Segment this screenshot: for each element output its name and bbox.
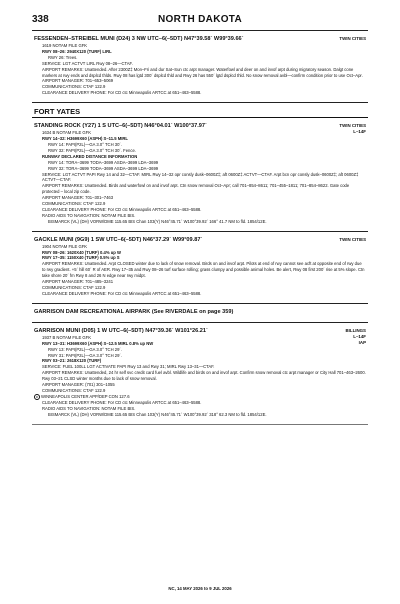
elevation-notam: 1619 NOTAM FILE GFK <box>42 43 88 48</box>
communications: COMMUNICATIONS: CTAF 122.9 <box>42 201 106 207</box>
airport-remarks: AIRPORT REMARKS: Unattended, 24 hr self svc credit card fuel avbl. Wildlife and birds on and invof arpt. Confirm snow removal ctc arpt manager or City Hall 701–463–2600. Rwy 03–21 CLSD winter months due to lack of snow removal. <box>42 370 366 382</box>
r-circle-icon: R <box>35 394 39 399</box>
airport-title: GACKLE MUNI (9G9) 1 SW UTC–6(–5DT) N46°37.29´ W99°09.87´ <box>34 236 203 243</box>
airport-entry-standing-rock <box>32 118 368 229</box>
state-title: NORTH DAKOTA <box>158 14 242 25</box>
city-heading: FORT YATES <box>34 107 81 117</box>
runway-line: RWY 08–26: 1620X40 (TURF) 0.4% up W <box>42 249 121 255</box>
declared-distance-heading: RUNWAY DECLARED DISTANCE INFORMATION <box>42 153 138 159</box>
airport-manager: AIRPORT MANAGER: 701–485–3241 <box>42 279 114 285</box>
airport-remarks: AIRPORT REMARKS: Unattended. After 2300Z‡ Mon–Fri and dur Sat–Sun ctc arpt manager. Waterfowl and deer on and invof arpt during migratory season. Dalgt cone markers at rwy ends and dsplcd thlds. Rwy 08 has lgtd 300´ dsplcd thld and Rwy 26 has 550´ lgtd dsplcd thld. No snow removal avbl—confirm condition prior to use Oct–Apr. <box>42 66 363 78</box>
sectional-chart-label: TWIN CITIES L–14F <box>339 123 366 135</box>
communications: COMMUNICATIONS: CTAF 122.9 <box>42 84 106 90</box>
declared-distance-line: RWY 14: TORA–3699 TODA–3699 ASDA–3699 LDA–3699 <box>48 159 159 165</box>
communications: COMMUNICATIONS: CTAF 122.9 <box>42 387 106 393</box>
radio-aids: RADIO AIDS TO NAVIGATION: NOTAM FILE BIS. <box>42 405 136 411</box>
sectional-chart-label: TWIN CITIES <box>339 236 366 242</box>
radio-aids: RADIO AIDS TO NAVIGATION: NOTAM FILE BIS. <box>42 212 136 218</box>
runway-end-line: RWY 13: PAPI(P2L)—GA 3.0° TCH 29´. <box>48 346 122 352</box>
navaid-line: BISMARCK (VL) (DH) VORW/DME 115.65 BIS Chan 103(Y) N46°45.71´ W100°39.92´ 166° 41.7 NM to fld. 1854/12E. <box>48 218 267 224</box>
clearance-delivery: CLEARANCE DELIVERY PHONE: For CD ctc Minneapolis ARTCC at 651–463–5588. <box>42 206 202 212</box>
runway-line: RWY 13–31: H3699X60 (ASPH) S–12.5 MIRL 0.8% up NW <box>42 340 154 346</box>
sectional-chart-label: TWIN CITIES <box>339 36 366 41</box>
airport-manager: AIRPORT MANAGER: 701–301–7463 <box>42 195 114 201</box>
airport-entry-gackle <box>32 232 368 301</box>
runway-end-line: RWY 32: PAPI(P2L)—GA 3.0° TCH 30´. Fence. <box>48 147 136 153</box>
declared-distance-line: RWY 32: TORA–3699 TODA–3699 ASDA–3699 LDA–3699 <box>48 165 159 171</box>
runway-end-line: RWY 26: Trees. <box>48 54 78 60</box>
runway-line: RWY 14–32: H3699X60 (ASPH) S–11.5 MIRL <box>42 136 128 142</box>
service-line: SERVICE: FUEL 100LL LGT ACTIVATE PAPI Rwy 13 and Rwy 31; MIRL Rwy 13–31—CTAF. <box>42 364 215 370</box>
airport-title: GARRISON MUNI (D05) 1 W UTC–6(–5DT) N47°39.36´ W101°26.21´ <box>34 327 208 334</box>
service-line: SERVICE: LGT ACTVT PAPI Rwy 14 and 32—CTAF. MIRL Rwy 14–32 opr consly dusk–0600Z‡; aft 0600Z‡ ACTVT—CTAF. Arpt bcn opr consly dusk–0600Z‡; aft 0600Z‡ ACTVT—CTAF. <box>42 171 359 183</box>
communications: COMMUNICATIONS: CTAF 122.9 <box>42 285 106 290</box>
directory-page <box>32 14 368 425</box>
navaid-line: BISMARCK (VL) (DH) VORW/DME 115.65 BIS Chan 103(Y) N46°45.71´ W100°39.92´ 318° 62.3 NM to fld. 1854/12E. <box>48 411 267 417</box>
page-header <box>32 14 368 28</box>
clearance-delivery: CLEARANCE DELIVERY PHONE: For CD ctc Minneapolis ARTCC at 651–463–5588. <box>42 399 202 405</box>
airport-title: FESSENDEN–STREIBEL MUNI (D24) 3 NW UTC–6(–5DT) N47°39.58´ W99°39.66´ <box>34 36 244 42</box>
runway-line: RWY 03–21: 2618X120 (TURF) <box>42 358 102 364</box>
page-number: 338 <box>32 14 49 25</box>
runway-line: RWY 17–35: 1150X40 (TURF) 0.5% up S <box>42 255 120 261</box>
sectional-chart-label: BILLINGS L–14F IAP <box>345 327 366 345</box>
clearance-delivery: CLEARANCE DELIVERY PHONE: For CD ctc Minneapolis ARTCC at 651–463–5588. <box>42 90 202 96</box>
approach-control-line: R WINNEAPOLIS CENTER APP/DEP CON 127.6 <box>35 393 130 399</box>
airport-cross-reference <box>32 304 368 320</box>
runway-line: RWY 08–26: 2940X120 (TURF) LIRL <box>42 48 112 54</box>
airport-manager: AIRPORT MANAGER: (701) 301–1055 <box>42 382 115 388</box>
clearance-delivery: CLEARANCE DELIVERY PHONE: For CD ctc Minneapolis ARTCC at 651–463–5588. <box>42 290 202 296</box>
airport-manager: AIRPORT MANAGER: 701–653–5069 <box>42 78 114 84</box>
runway-end-line: RWY 31: PAPI(P2L)—GA 3.0° TCH 29´. <box>48 352 122 358</box>
elevation-notam: 1937 B NOTAM FILE GFK <box>42 334 92 340</box>
airport-entry-fessenden <box>32 31 368 100</box>
airport-remarks: AIRPORT REMARKS: Unattended. Birds and waterfowl on and invof arpt. Ctn snow removal Oct–Apr; call 701–854–8611; 701–455–1811; 701–854–8622. Gate code protected – local zip code. <box>42 183 350 195</box>
elevation-notam: 1904 NOTAM FILE GFK <box>42 243 88 249</box>
elevation-notam: 1634 B NOTAM FILE GFK <box>42 130 92 136</box>
page-footer: NC, 14 MAY 2026 to 9 JUL 2026 <box>168 586 232 591</box>
airport-title: STANDING ROCK (Y27) 1 S UTC–6(–5DT) N46°04.01´ W100°37.97´ <box>34 123 207 130</box>
service-line: SERVICE: LGT ACTVT LIRL Rwy 08–26—CTAF. <box>42 60 133 66</box>
airport-remarks: AIRPORT REMARKS: Unattended. Arpt CLOSED winter due to lack of snow removal. Birds on and invof arpt. Pilots at end of rwy cannot see acft at opposite end of rwy due to rwy gradient. +5´ hill 60´ R of AER. Rwy 17–35 and Rwy 08–26 turf surface rolling; grass clumpy and possible animal holes. Be alert, Rwy 08 first 200´ rise at 5% slope. Ctn take shore 20´ fm Rwy 8 and 26 N edge near rwy midpt. <box>42 261 365 279</box>
cross-reference-line: GARRISON DAM RECREATIONAL AIRPARK (See RIVERDALE on page 359) <box>34 308 234 315</box>
airport-entry-garrison <box>32 323 368 422</box>
entry-divider <box>32 424 368 425</box>
runway-end-line: RWY 14: PAPI(P2L)—GA 3.0° TCH 30´. <box>48 141 122 147</box>
